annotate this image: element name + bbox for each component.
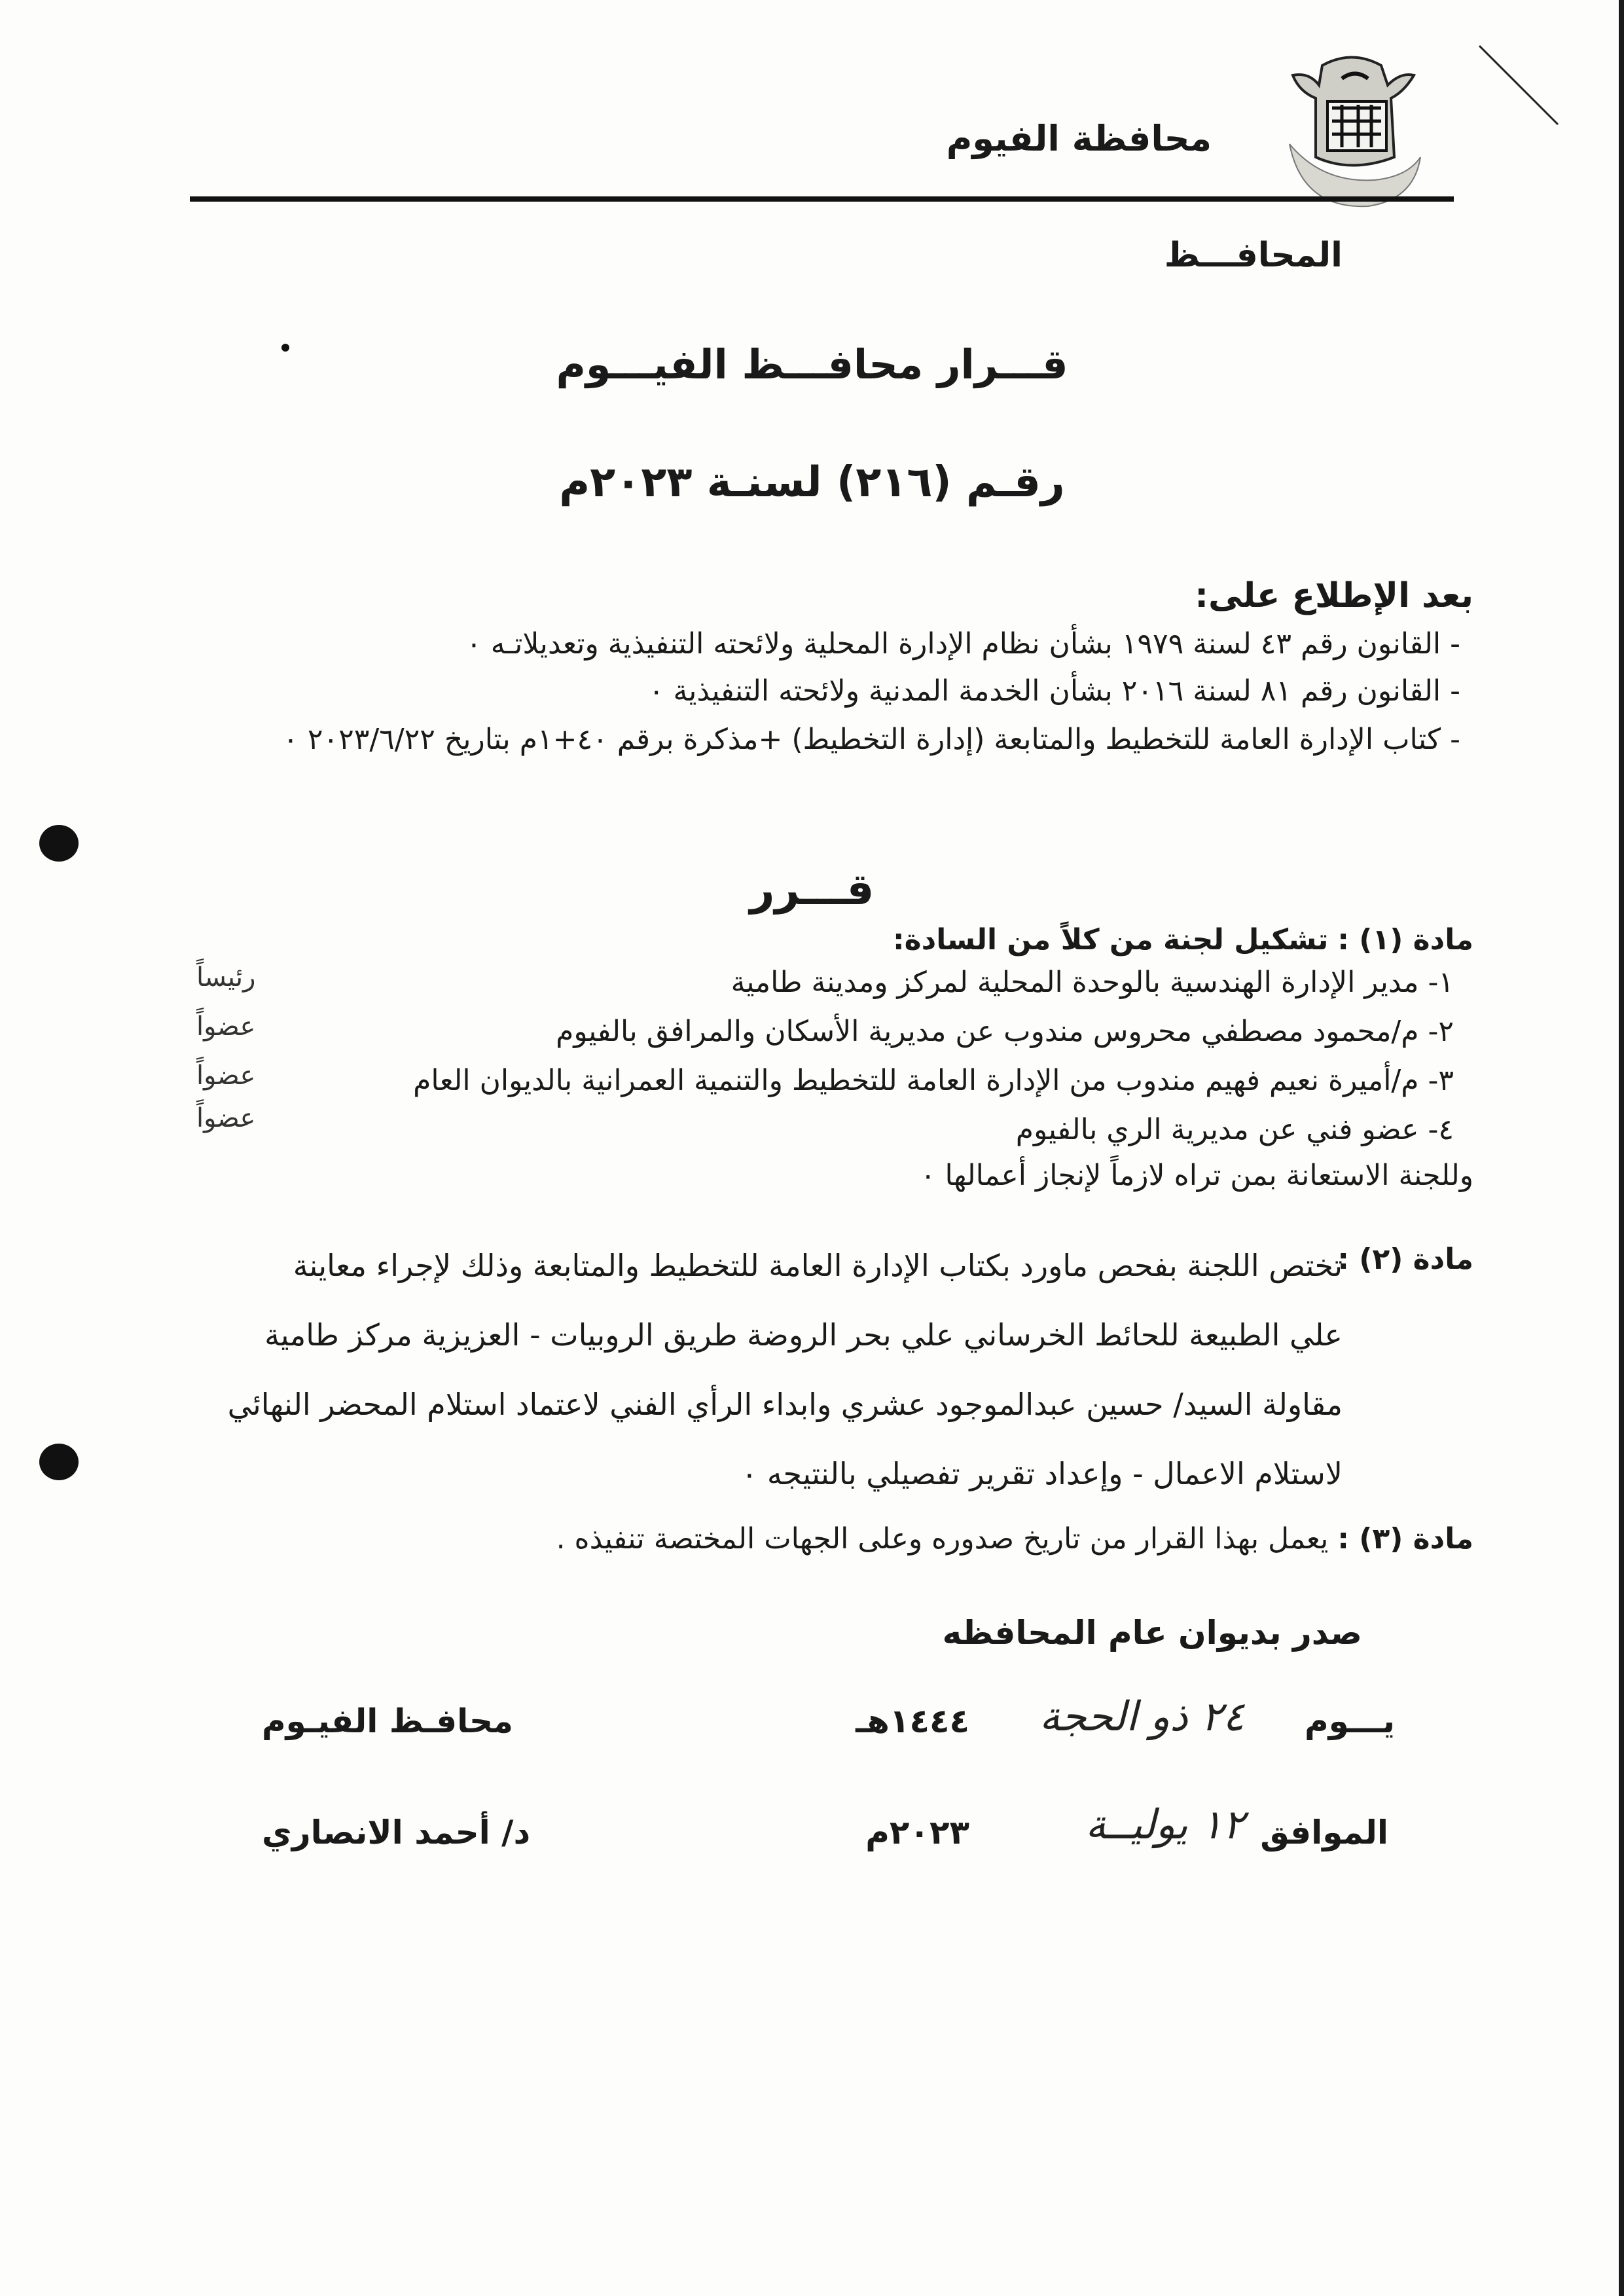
article2-label: مادة (٢) : <box>1337 1243 1473 1276</box>
decree-number: رقـم (٢١٦) لسنـة ٢٠٢٣م <box>559 458 1065 507</box>
preamble-item: - القانون رقم ٤٣ لسنة ١٩٧٩ بشأن نظام الإدارة المحلية ولائحته التنفيذية وتعديلاتـه ٠ <box>466 627 1460 661</box>
article1-closing: وللجنة الاستعانة بمن تراه لازماً لإنجاز أعمالها ٠ <box>920 1159 1473 1192</box>
office-title: المحافـــظ <box>1164 236 1343 275</box>
signatory-name: د/ أحمد الانصاري <box>262 1813 531 1851</box>
member-role: عضواً <box>196 1061 256 1091</box>
governorate-emblem-icon <box>1276 46 1427 216</box>
hijri-year: ١٤٤٤هـ <box>856 1702 969 1740</box>
article2-line: مقاولة السيد/ حسين عبدالموجود عشري وابداء الرأي الفني لاعتماد استلام المحضر النهائي <box>227 1387 1343 1422</box>
article1-text: تشكيل لجنة من كلاً من السادة: <box>893 923 1329 957</box>
decided-label: قـــرر <box>749 864 875 915</box>
scan-edge-line <box>1619 0 1624 2296</box>
article2-line: علي الطبيعة للحائط الخرساني علي بحر الروضة طريق الروبيات - العزيزية مركز طامية <box>264 1317 1343 1353</box>
article3-text: يعمل بهذا القرار من تاريخ صدوره وعلى الجهات المختصة تنفيذه . <box>556 1522 1329 1556</box>
member-role: رئيساً <box>196 962 256 993</box>
article2-line: لاستلام الاعمال - وإعداد تقرير تفصيلي بالنتيجه ٠ <box>741 1456 1343 1491</box>
member-role: عضواً <box>196 1011 256 1042</box>
governorate-name: محافظة الفيوم <box>946 118 1212 159</box>
signatory-title: محافـظ الفيـوم <box>262 1702 513 1740</box>
article3-label: مادة (٣) : <box>1337 1522 1473 1556</box>
preamble-item: - القانون رقم ٨١ لسنة ٢٠١٦ بشأن الخدمة المدنية ولائحته التنفيذية ٠ <box>648 674 1460 708</box>
article2-body <box>145 1231 1473 1508</box>
preamble-item: - كتاب الإدارة العامة للتخطيط والمتابعة (إدارة التخطيط) +مذكرة برقم ٤٠+١م بتاريخ ٢٠٢٣/٦/٢٢ ٠ <box>283 723 1460 756</box>
article1-heading <box>893 923 1473 957</box>
article3 <box>556 1522 1473 1556</box>
hole-punch-mark <box>39 1444 79 1480</box>
corresponding-label: الموافق <box>1260 1813 1388 1851</box>
issued-at: صدر بديوان عام المحافظه <box>942 1614 1362 1652</box>
header-rule <box>190 196 1454 202</box>
member-line: ٣- م/أميرة نعيم فهيم مندوب من الإدارة العامة للتخطيط والتنمية العمرانية بالديوان العام <box>413 1064 1454 1097</box>
member-role: عضواً <box>196 1103 256 1133</box>
preamble-heading: بعد الإطلاع على: <box>1195 576 1473 615</box>
article1-label: مادة (١) : <box>1337 923 1473 957</box>
day-label: يـــوم <box>1304 1702 1395 1740</box>
member-line: ٢- م/محمود مصطفي محروس مندوب عن مديرية الأسكان والمرافق بالفيوم <box>556 1015 1454 1048</box>
member-line: ١- مدير الإدارة الهندسية بالوحدة المحلية لمركز ومدينة طامية <box>731 966 1454 999</box>
decree-title: قـــرار محافـــظ الفيـــوم <box>556 340 1068 388</box>
member-line: ٤- عضو فني عن مديرية الري بالفيوم <box>1015 1113 1454 1146</box>
scan-stroke-mark <box>1473 39 1564 131</box>
date-handwritten: ١٢ يوليــة <box>1085 1800 1244 1848</box>
greg-year: ٢٠٢٣م <box>865 1813 969 1851</box>
article2-line: تختص اللجنة بفحص ماورد بكتاب الإدارة العامة للتخطيط والمتابعة وذلك لإجراء معاينة <box>293 1248 1343 1283</box>
day-handwritten: ٢٤ ذو الحجة <box>1039 1692 1244 1740</box>
hole-punch-mark <box>39 825 79 862</box>
